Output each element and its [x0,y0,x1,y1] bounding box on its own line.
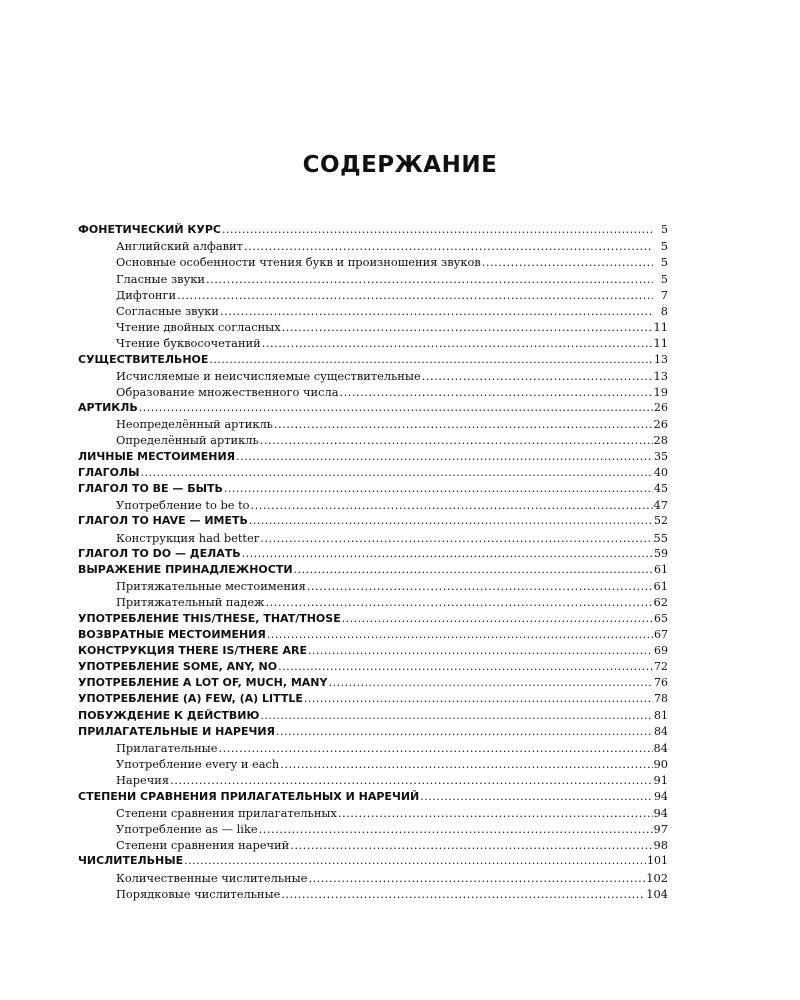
toc-entry-label: Употребление every и each [116,757,280,772]
toc-entry-label: Неопределённый артикль [116,417,273,432]
toc-subsection-entry[interactable] [78,416,668,432]
toc-section-entry[interactable] [78,562,668,578]
toc-entry-label: Чтение двойных согласных [116,320,281,335]
toc-entry-label: Определённый артикль [116,433,259,448]
toc-entry-label: Основные особенности чтения букв и произношения звуков [116,255,481,270]
toc-entry-page-number: 13 [654,352,668,366]
toc-section-entry[interactable] [78,675,668,691]
dot-leader [307,578,653,594]
dot-leader [280,756,652,772]
toc-entry-page-number: 61 [653,579,668,594]
toc-entry-label: СТЕПЕНИ СРАВНЕНИЯ ПРИЛАГАТЕЛЬНЫХ И НАРЕЧИЙ [78,789,420,803]
dot-leader [259,821,653,837]
dot-leader [342,611,653,627]
dot-leader [141,465,653,481]
toc-section-entry[interactable] [78,465,668,481]
toc-subsection-entry[interactable] [78,756,668,772]
toc-entry-page-number: 11 [653,320,668,335]
toc-entry-page-number: 26 [654,401,668,415]
toc-entry-label: Конструкция had better [116,530,260,545]
dot-leader [242,546,653,562]
toc-entry-label: УПОТРЕБЛЕНИЕ THIS/THESE, THAT/THOSE [78,611,341,625]
toc-entry-label: ЛИЧНЫЕ МЕСТОИМЕНИЯ [78,449,236,463]
toc-entry-label: ВЫРАЖЕНИЕ ПРИНАДЛЕЖНОСТИ [78,562,293,576]
page-title: СОДЕРЖАНИЕ [302,152,498,178]
dot-leader [224,481,653,497]
toc-section-entry[interactable] [78,481,668,497]
dot-leader [220,303,653,319]
toc-subsection-entry[interactable] [78,594,668,610]
dot-leader [206,271,653,287]
toc-subsection-entry[interactable] [78,254,668,270]
toc-section-entry[interactable] [78,449,668,465]
dot-leader [482,254,653,270]
toc-section-entry[interactable] [78,627,668,643]
toc-entry-page-number: 62 [653,595,668,610]
toc-entry-page-number: 5 [661,223,668,236]
toc-entry-label: Английский алфавит [116,239,243,254]
toc-section-entry[interactable] [78,708,668,724]
dot-leader [236,449,653,465]
toc-subsection-entry[interactable] [78,384,668,400]
toc-entry-label: Степени сравнения наречий [116,838,290,853]
toc-entry-page-number: 76 [654,676,668,690]
toc-entry-page-number: 101 [647,854,668,868]
toc-subsection-entry[interactable] [78,821,668,837]
toc-entry-page-number: 81 [654,708,668,722]
toc-entry-label: Наречия [116,773,170,788]
toc-subsection-entry[interactable] [78,578,668,594]
toc-subsection-entry[interactable] [78,271,668,287]
toc-section-entry[interactable] [78,352,668,368]
toc-subsection-entry[interactable] [78,303,668,319]
toc-subsection-entry[interactable] [78,886,668,902]
toc-entry-page-number: 35 [654,449,668,463]
toc-entry-label: СУЩЕСТВИТЕЛЬНОЕ [78,352,209,366]
toc-section-entry[interactable] [78,643,668,659]
toc-entry-page-number: 84 [654,724,668,738]
dot-leader [294,562,653,578]
toc-entry-page-number: 98 [653,838,668,853]
toc-entry-label: ФОНЕТИЧЕСКИЙ КУРС [78,223,222,236]
toc-entry-page-number: 90 [653,757,668,772]
toc-entry-page-number: 8 [660,303,668,318]
toc-entry-page-number: 69 [654,643,668,657]
toc-subsection-entry[interactable] [78,335,668,351]
dot-leader [260,530,652,546]
dot-leader [304,691,653,707]
toc-entry-label: ПОБУЖДЕНИЕ К ДЕЙСТВИЮ [78,708,260,722]
dot-leader [338,805,653,821]
toc-entry-page-number: 102 [646,870,668,885]
dot-leader [290,837,652,853]
toc-section-entry[interactable] [78,222,668,238]
toc-subsection-entry[interactable] [78,530,668,546]
toc-entry-label: ПРИЛАГАТЕЛЬНЫЕ И НАРЕЧИЯ [78,724,276,738]
dot-leader [218,740,652,756]
toc-entry-label: Притяжательные местоимения [116,579,306,594]
toc-entry-page-number: 11 [653,336,668,351]
toc-entry-label: Чтение буквосочетаний [116,336,261,351]
toc-entry-label: КОНСТРУКЦИЯ THERE IS/THERE ARE [78,643,307,657]
toc-entry-label: АРТИКЛЬ [78,401,138,415]
toc-entry-page-number: 5 [660,239,668,254]
dot-leader [274,416,653,432]
toc-section-entry[interactable] [78,724,668,740]
toc-entry-label: Гласные звуки [116,271,206,286]
toc-entry-page-number: 61 [654,562,668,576]
toc-subsection-entry[interactable] [78,837,668,853]
dot-leader [260,432,653,448]
toc-entry-label: УПОТРЕБЛЕНИЕ SOME, ANY, NO [78,660,278,674]
toc-section-entry[interactable] [78,691,668,707]
toc-subsection-entry[interactable] [78,287,668,303]
toc-entry-page-number: 65 [654,611,668,625]
toc-entry-label: Притяжательный падеж [116,595,265,610]
toc-subsection-entry[interactable] [78,319,668,335]
toc-entry-page-number: 5 [660,255,668,270]
toc-entry-page-number: 91 [653,773,668,788]
toc-entry-page-number: 7 [660,287,668,302]
toc-entry-label: Исчисляемые и неисчисляемые существительные [116,368,421,383]
toc-subsection-entry[interactable] [78,238,668,254]
dot-leader [282,319,653,335]
toc-entry-label: УПОТРЕБЛЕНИЕ A LOT OF, MUCH, MANY [78,676,328,690]
dot-leader [244,238,653,254]
dot-leader [266,594,653,610]
toc-section-entry[interactable] [78,659,668,675]
toc-section-entry[interactable] [78,611,668,627]
dot-leader [308,870,645,886]
toc-entry-page-number: 94 [654,789,668,803]
table-of-contents [78,222,668,902]
dot-leader [262,335,653,351]
toc-entry-page-number: 78 [654,692,668,706]
toc-entry-label: Дифтонги [116,287,177,302]
dot-leader [420,789,653,805]
toc-entry-label: Прилагательные [116,741,218,755]
dot-leader [276,724,653,740]
toc-entry-page-number: 19 [653,384,668,399]
toc-entry-label: ГЛАГОЛ TO HAVE — ИМЕТЬ [78,514,248,528]
toc-entry-label: ГЛАГОЛ TO BE — БЫТЬ [78,482,223,495]
toc-section-entry[interactable] [78,853,668,869]
toc-entry-label: ГЛАГОЛЫ [78,465,140,479]
dot-leader [281,886,645,902]
dot-leader [251,497,653,513]
toc-entry-page-number: 47 [653,498,668,513]
dot-leader [209,352,653,368]
toc-subsection-entry[interactable] [78,432,668,448]
dot-leader [267,627,653,643]
dot-leader [184,853,646,869]
dot-leader [339,384,652,400]
toc-entry-page-number: 45 [654,482,668,495]
toc-section-entry[interactable] [78,546,668,562]
toc-entry-page-number: 13 [653,368,668,383]
dot-leader [249,513,653,529]
toc-entry-label: Употребление to be to [116,498,250,513]
toc-entry-page-number: 67 [654,627,668,641]
toc-section-entry[interactable] [78,789,668,805]
toc-subsection-entry[interactable] [78,740,668,756]
toc-entry-page-number: 94 [653,805,668,820]
dot-leader [170,772,652,788]
toc-subsection-entry[interactable] [78,368,668,384]
toc-entry-page-number: 55 [653,530,668,545]
toc-entry-label: ГЛАГОЛ TO DO — ДЕЛАТЬ [78,546,241,560]
dot-leader [222,222,653,238]
toc-entry-page-number: 72 [654,660,668,674]
dot-leader [139,400,653,416]
toc-entry-page-number: 104 [646,886,668,901]
toc-entry-page-number: 52 [654,514,668,528]
dot-leader [328,675,653,691]
toc-entry-page-number: 97 [653,821,668,836]
toc-entry-label: Количественные числительные [116,870,308,885]
toc-subsection-entry[interactable] [78,497,668,513]
dot-leader [422,368,653,384]
toc-entry-label: Употребление as — like [116,821,258,836]
toc-entry-label: Степени сравнения прилагательных [116,805,337,820]
toc-subsection-entry[interactable] [78,870,668,886]
toc-entry-page-number: 84 [653,741,668,755]
toc-entry-label: ВОЗВРАТНЫЕ МЕСТОИМЕНИЯ [78,627,266,641]
dot-leader [177,287,653,303]
toc-entry-label: Образование множественного числа [116,384,339,399]
dot-leader [260,708,653,724]
toc-entry-label: ЧИСЛИТЕЛЬНЫЕ [78,854,184,868]
toc-entry-label: Согласные звуки [116,303,220,318]
toc-entry-page-number: 28 [653,433,668,448]
toc-entry-label: УПОТРЕБЛЕНИЕ (A) FEW, (A) LITTLE [78,692,303,706]
dot-leader [278,659,653,675]
toc-subsection-entry[interactable] [78,805,668,821]
toc-entry-page-number: 59 [654,546,668,560]
toc-entry-page-number: 40 [654,465,668,479]
toc-section-entry[interactable] [78,513,668,529]
toc-subsection-entry[interactable] [78,772,668,788]
toc-entry-label: Порядковые числительные [116,886,281,901]
toc-entry-page-number: 26 [653,417,668,432]
dot-leader [308,643,653,659]
toc-section-entry[interactable] [78,400,668,416]
toc-entry-page-number: 5 [660,271,668,286]
